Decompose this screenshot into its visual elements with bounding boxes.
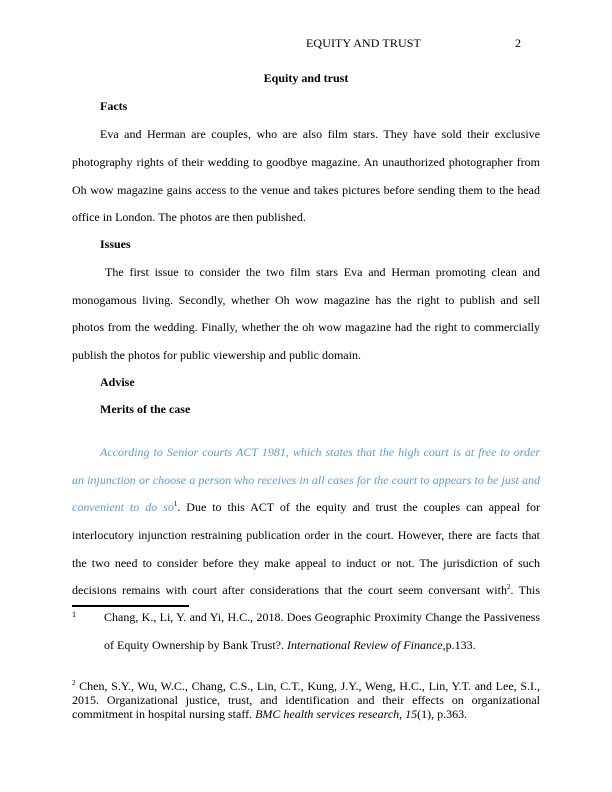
issues-line: publish the photos for public viewership and public domain. <box>72 348 361 362</box>
issues-line: photos from the wedding. Finally, whether the oh wow magazine had the right to commercially <box>72 320 540 334</box>
heading-issues: Issues <box>100 237 131 251</box>
merits-text: . This <box>510 583 540 597</box>
page-number: 2 <box>515 36 521 50</box>
footnote-ref-2[interactable]: 2 <box>506 583 511 591</box>
heading-merits: Merits of the case <box>100 402 191 416</box>
facts-line: Eva and Herman are couples, who are also film stars. They have sold their exclusive <box>100 127 540 141</box>
facts-line: photography rights of their wedding to goodbye magazine. An unauthorized photographer from <box>72 155 540 169</box>
heading-advise: Advise <box>100 375 135 389</box>
footnote-text: (1), p.363. <box>417 707 468 721</box>
merits-line <box>72 499 540 515</box>
merits-line <box>72 582 540 598</box>
footnote-2 <box>72 679 540 721</box>
quote-line: an injunction or choose a person who receives in all cases for the court to appears to be just and <box>72 473 540 487</box>
journal-title: International Review of Finance <box>287 638 443 652</box>
merits-text: decisions remains with court after considerations that the court seem conversant with <box>72 583 507 597</box>
quote-line: According to Senior courts ACT 1981, which states that the high court is at free to order <box>100 445 540 459</box>
footnote-1-text: Chang, K., Li, Y. and Yi, H.C., 2018. Does Geographic Proximity Change the Passiveness <box>104 610 540 624</box>
volume: 15 <box>405 707 418 721</box>
footnote-1-line2 <box>104 637 540 653</box>
footnote-2-number: 2 <box>72 679 76 687</box>
journal-title: BMC health services research <box>255 707 400 721</box>
footnote-separator <box>72 605 189 607</box>
footnote-text: , <box>399 707 406 721</box>
footnote-text: ,p.133. <box>442 638 476 652</box>
footnote-text: of Equity Ownership by Bank Trust?. <box>104 638 287 652</box>
footnote-text: Chen, S.Y., Wu, W.C., Chang, C.S., Lin, C.T., Kung, J.Y., Weng, H.C., Lin, Y.T. and Lee, S.I., 2015. Organizational justice, trust, and identification and their effects on organizational commitment in hospital nursing staff. <box>72 679 540 721</box>
quote-fragment: convenient to do so <box>72 500 174 514</box>
merits-text: . Due to this ACT of the equity and trust the couples can appeal for <box>177 500 540 514</box>
running-header: EQUITY AND TRUST <box>306 36 421 50</box>
issues-line: The first issue to consider the two film stars Eva and Herman promoting clean and <box>105 265 540 279</box>
merits-line: the two need to consider before they make appeal to induct or not. The jurisdiction of such <box>72 556 540 570</box>
footnote-1-number: 1 <box>72 610 76 619</box>
heading-facts: Facts <box>100 99 128 113</box>
issues-line: monogamous living. Secondly, whether Oh wow magazine has the right to publish and sell <box>72 293 540 307</box>
facts-line: office in London. The photos are then published. <box>72 210 306 224</box>
merits-line: interlocutory injunction restraining publication order in the court. However, there are facts that <box>72 528 540 542</box>
document-title: Equity and trust <box>263 71 349 85</box>
facts-line: Oh wow magazine gains access to the venue and takes pictures before sending them to the head <box>72 183 540 197</box>
footnote-ref-1[interactable]: 1 <box>173 500 178 508</box>
